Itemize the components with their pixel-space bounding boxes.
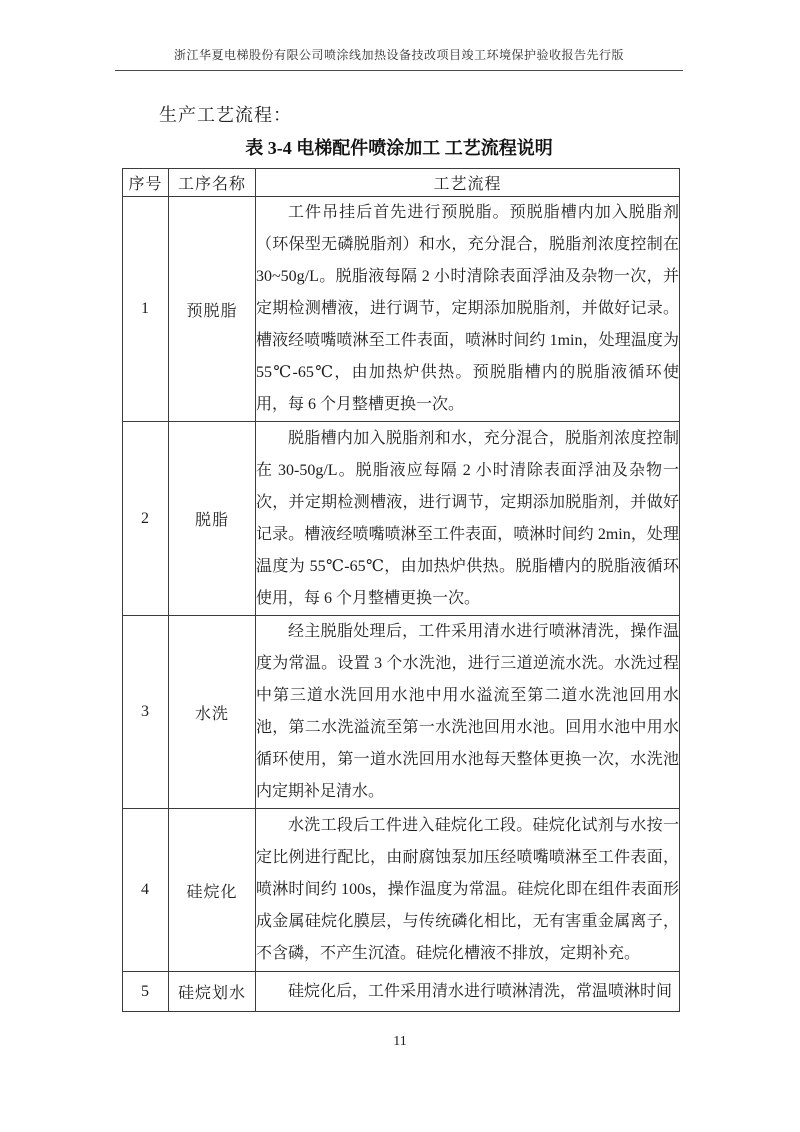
table-row	[123, 197, 680, 422]
process-flow-text: 脱脂槽内加入脱脂剂和水，充分混合，脱脂剂浓度控制在 30-50g/L。脱脂液应每隔 2 小时清除表面浮油及杂物一次，并定期检测槽液，进行调节，定期添加脱脂剂，并做好记录。槽液经喷嘴喷淋至工件表面，喷淋时间约 2min，处理温度为 55℃-65℃，由加热炉供热。脱脂槽内的脱脂液循环使用，每 6 个月整槽更换一次。	[256, 429, 679, 607]
row-process-flow	[256, 422, 680, 616]
row-seq: 4	[123, 809, 169, 972]
row-process-name: 水洗	[169, 616, 256, 809]
row-process-flow	[256, 616, 680, 809]
row-process-name: 硅烷划水	[169, 972, 256, 1012]
page-number: 11	[393, 1034, 407, 1049]
row-process-name: 脱脂	[169, 422, 256, 616]
process-flow-text: 硅烷化后，工件采用清水进行喷淋清洗，常温喷淋时间	[288, 982, 673, 1000]
table-row	[123, 422, 680, 616]
process-flow-text: 水洗工段后工件进入硅烷化工段。硅烷化试剂与水按一定比例进行配比，由耐腐蚀泵加压经喷嘴喷淋至工件表面，喷淋时间约 100s，操作温度为常温。硅烷化即在组件表面形成金属硅烷化膜层，与传统磷化相比，无有害重金属离子，不含磷，不产生沉渣。硅烷化槽液不排放，定期补充。	[256, 817, 679, 962]
table-row	[123, 809, 680, 972]
column-header-seq: 序号	[123, 169, 169, 197]
row-seq: 5	[123, 972, 169, 1012]
row-seq: 3	[123, 616, 169, 809]
row-process-name: 硅烷化	[169, 809, 256, 972]
section-heading: 生产工艺流程：	[159, 105, 292, 125]
table-row	[123, 616, 680, 809]
process-flow-text: 工件吊挂后首先进行预脱脂。预脱脂槽内加入脱脂剂（环保型无磷脱脂剂）和水，充分混合，脱脂剂浓度控制在 30~50g/L。脱脂液每隔 2 小时清除表面浮油及杂物一次，并定期检测槽液，进行调节，定期添加脱脂剂，并做好记录。槽液经喷嘴喷淋至工件表面，喷淋时间约 1min，处理温度为 55℃-65℃，由加热炉供热。预脱脂槽内的脱脂液循环使用，每 6 个月整槽更换一次。	[256, 204, 679, 413]
process-flow-text: 经主脱脂处理后，工件采用清水进行喷淋清洗，操作温度为常温。设置 3 个水洗池，进行三道逆流水洗。水洗过程中第三道水洗回用水池中用水溢流至第二道水洗池回用水池，第二水洗溢流至第一水洗池回用水池。回用水池中用水循环使用，第一道水洗回用水池每天整体更换一次，水洗池内定期补足清水。	[256, 623, 679, 800]
running-header: 浙江华夏电梯股份有限公司喷涂线加热设备技改项目竣工环境保护验收报告先行版	[115, 47, 683, 71]
column-header-process-flow: 工艺流程	[256, 169, 680, 197]
row-process-flow	[256, 972, 680, 1012]
row-process-name: 预脱脂	[169, 197, 256, 422]
column-header-process-name: 工序名称	[169, 169, 256, 197]
row-seq: 2	[123, 422, 169, 616]
table-caption: 表 3-4 电梯配件喷涂加工 工艺流程说明	[245, 138, 553, 158]
table-row	[123, 972, 680, 1012]
process-table	[122, 168, 680, 1012]
row-process-flow	[256, 197, 680, 422]
table-header-row	[123, 169, 680, 197]
row-process-flow	[256, 809, 680, 972]
row-seq: 1	[123, 197, 169, 422]
